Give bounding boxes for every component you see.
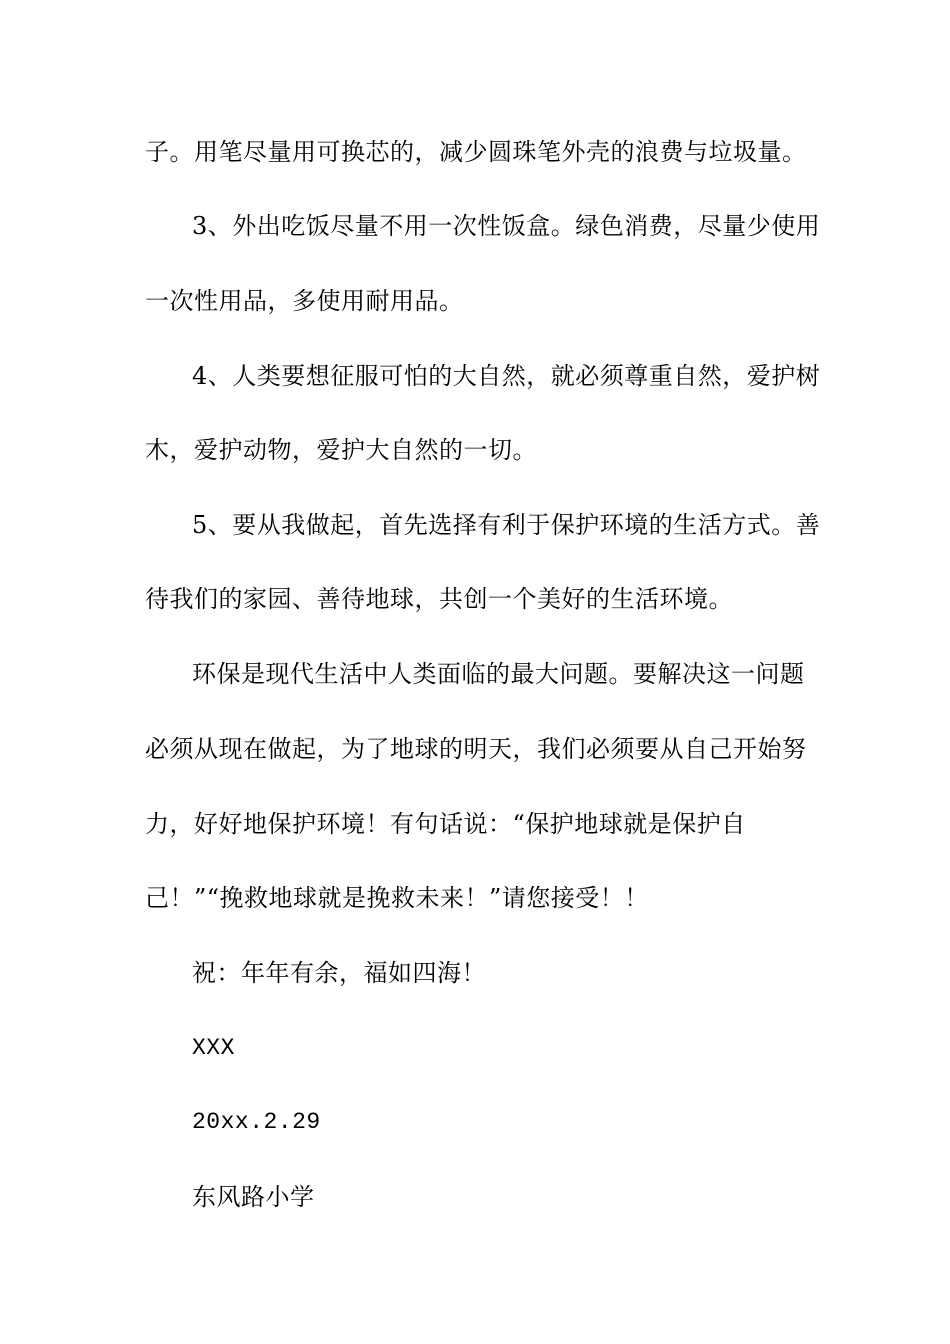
paragraph-line-9: 必须从现在做起，为了地球的明天，我们必须要从自己开始努 [145,735,807,763]
paragraph-line-11: 己！”“挽救地球就是挽救未来！”请您接受！！ [145,884,649,912]
paragraph-line-2: 3、外出吃饭尽量不用一次性饭盒。绿色消费，尽量少使用 [192,212,821,240]
paragraph-line-7: 待我们的家园、善待地球，共创一个美好的生活环境。 [145,585,733,613]
paragraph-line-5: 木，爱护动物，爱护大自然的一切。 [145,436,537,464]
paragraph-line-8: 环保是现代生活中人类面临的最大问题。要解决这一问题 [192,660,805,688]
closing-greeting: 祝：年年有余，福如四海！ [192,959,486,987]
signature-organization: 东风路小学 [192,1183,315,1211]
signature-name: XXX [192,1035,235,1061]
paragraph-line-6: 5、要从我做起，首先选择有利于保护环境的生活方式。善 [192,511,821,539]
paragraph-line-3: 一次性用品，多使用耐用品。 [145,287,464,315]
paragraph-line-4: 4、人类要想征服可怕的大自然，就必须尊重自然，爱护树 [192,362,821,390]
signature-date: 20xx.2.29 [192,1109,321,1135]
paragraph-line-1: 子。用笔尽量用可换芯的，减少圆珠笔外壳的浪费与垃圾量。 [145,138,807,166]
paragraph-line-10: 力，好好地保护环境！有句话说：“保护地球就是保护自 [145,810,746,838]
